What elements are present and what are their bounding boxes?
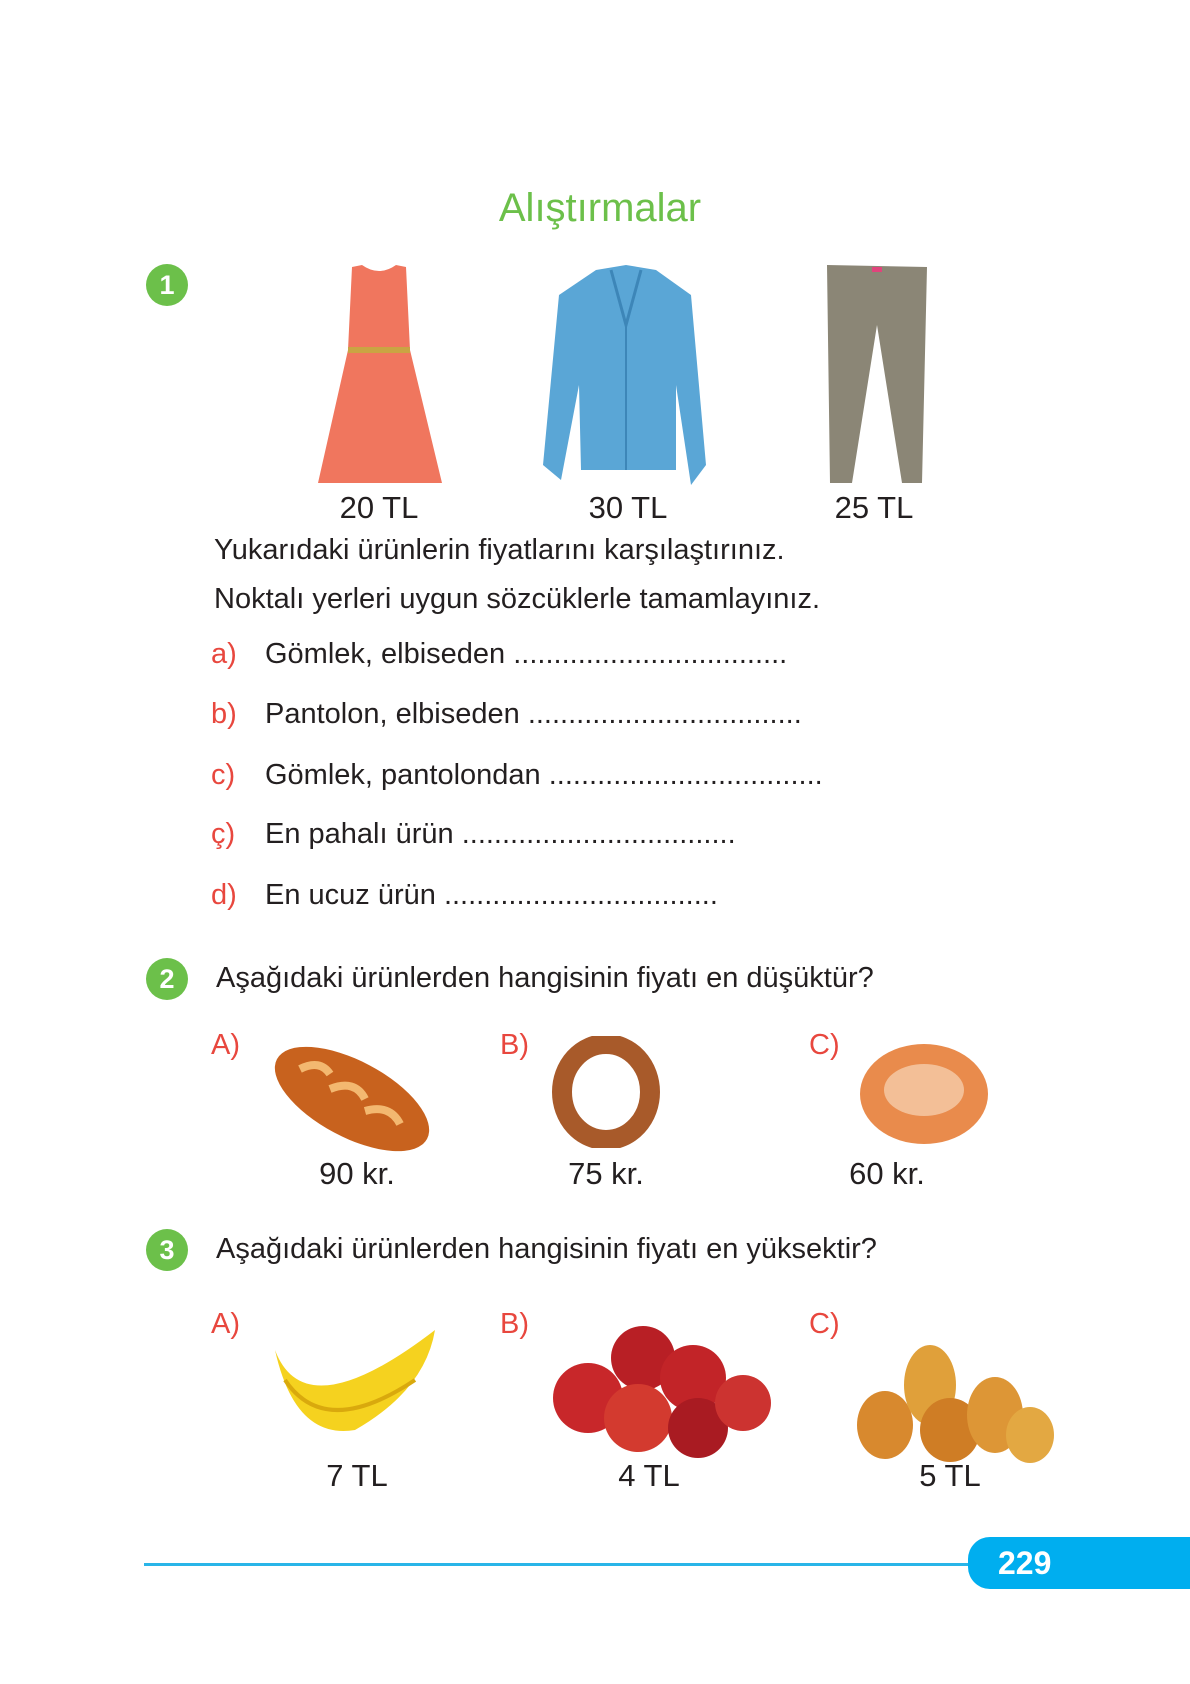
question-2-text: Aşağıdaki ürünlerden hangisinin fiyatı en düşüktür?	[216, 962, 874, 994]
fill-in-item: Pantolon, elbiseden ..................................	[265, 698, 802, 730]
item-letter: d)	[211, 879, 237, 911]
instruction-1: Yukarıdaki ürünlerin fiyatlarını karşılaştırınız.	[214, 534, 785, 566]
fill-in-item: Gömlek, elbiseden ..................................	[265, 638, 788, 670]
question-number-3: 3	[146, 1229, 188, 1271]
fill-in-item: Gömlek, pantolondan ..................................	[265, 759, 823, 791]
fill-in-item: En ucuz ürün ..................................	[265, 879, 718, 911]
price-trousers: 25 TL	[834, 490, 914, 525]
price-dress: 20 TL	[339, 490, 419, 525]
price-apples: 4 TL	[618, 1458, 680, 1493]
apples-image	[548, 1318, 773, 1458]
pide-image	[858, 1040, 990, 1148]
price-bread: 90 kr.	[319, 1156, 395, 1191]
item-letter: b)	[211, 698, 237, 730]
item-letter: c)	[211, 759, 236, 791]
question-3-text: Aşağıdaki ürünlerden hangisinin fiyatı en yüksektir?	[216, 1233, 877, 1265]
page-number-badge: 229	[968, 1537, 1190, 1589]
question-number-1: 1	[146, 264, 188, 306]
option-a-label: A)	[211, 1029, 240, 1061]
option-c-label: C)	[809, 1308, 840, 1340]
question-number-2: 2	[146, 958, 188, 1000]
pears-image	[855, 1325, 1055, 1465]
option-a-label: A)	[211, 1308, 240, 1340]
bread-image	[270, 1039, 435, 1159]
price-pears: 5 TL	[919, 1458, 981, 1493]
price-shirt: 30 TL	[588, 490, 668, 525]
instruction-2: Noktalı yerleri uygun sözcüklerle tamamlayınız.	[214, 583, 821, 615]
option-b-label: B)	[500, 1308, 529, 1340]
trousers-image	[822, 265, 932, 487]
shirt-image	[541, 265, 711, 487]
bananas-image	[265, 1320, 445, 1445]
option-b-label: B)	[500, 1029, 529, 1061]
item-letter: ç)	[211, 818, 236, 850]
simit-image	[552, 1036, 660, 1148]
fill-in-item: En pahalı ürün ..................................	[265, 818, 736, 850]
item-letter: a)	[211, 638, 237, 670]
page-title: Alıştırmalar	[498, 186, 702, 230]
footer-divider	[144, 1563, 984, 1566]
price-simit: 75 kr.	[568, 1156, 644, 1191]
price-bananas: 7 TL	[326, 1458, 388, 1493]
option-c-label: C)	[809, 1029, 840, 1061]
price-pide: 60 kr.	[849, 1156, 925, 1191]
dress-image	[314, 265, 444, 487]
